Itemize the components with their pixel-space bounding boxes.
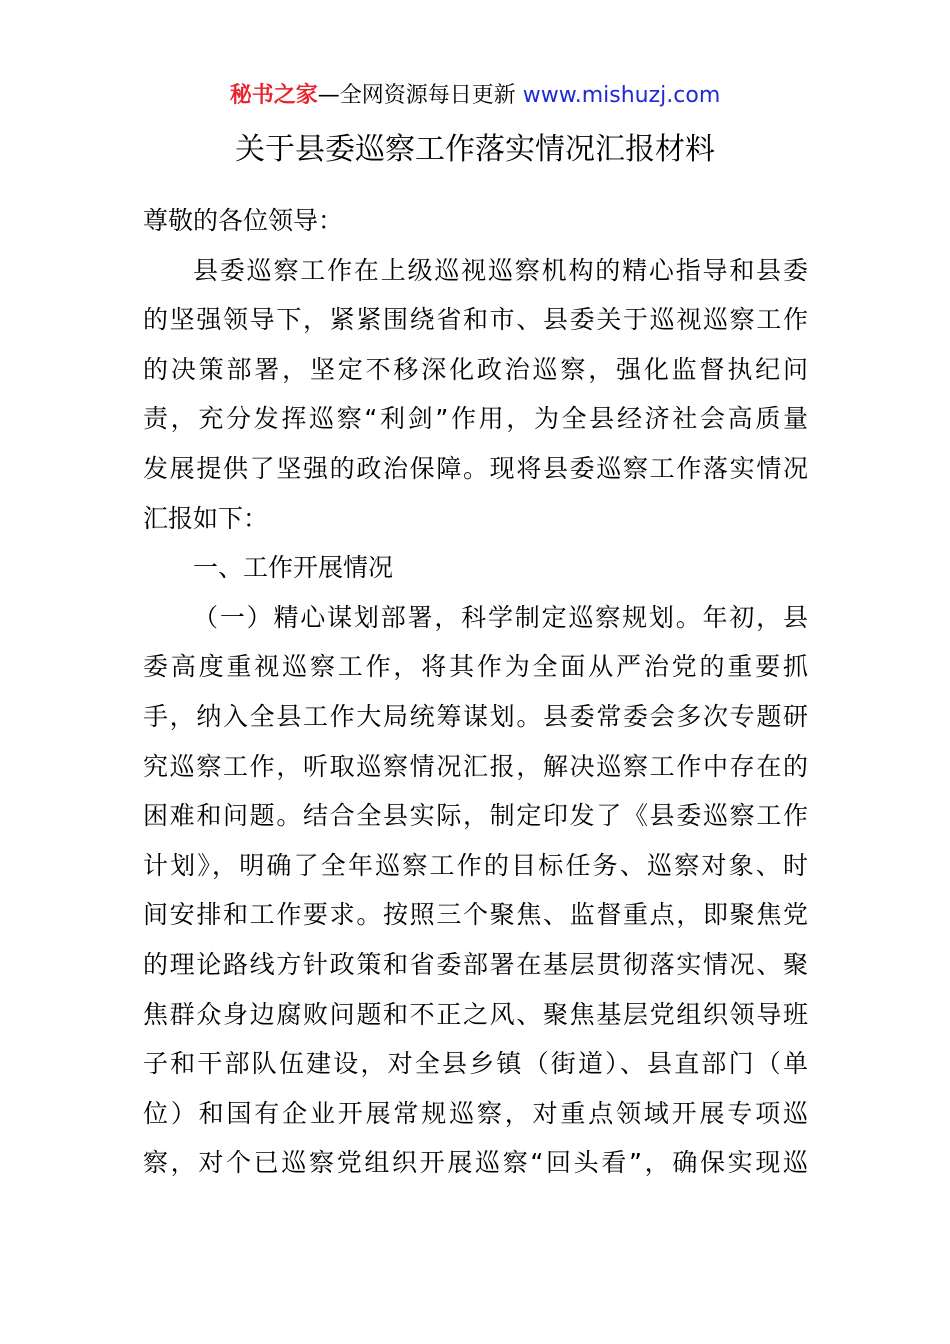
- paragraph-line: 县委巡察工作在上级巡视巡察机构的精心指导和县委: [193, 255, 808, 285]
- site-header: [0, 80, 950, 112]
- paragraph-line: 发展提供了坚强的政治保障。现将县委巡察工作落实情况: [143, 453, 808, 483]
- paragraph-line: （一）精心谋划部署，科学制定巡察规划。年初，县: [193, 602, 808, 632]
- paragraph-line: 责，充分发挥巡察“利剑”作用，为全县经济社会高质量: [143, 404, 808, 434]
- paragraph-line: 计划》，明确了全年巡察工作的目标任务、巡察对象、时: [143, 850, 808, 880]
- paragraph-line: 的决策部署，坚定不移深化政治巡察，强化监督执纪问: [143, 354, 808, 384]
- paragraph-line: 汇报如下：: [143, 503, 269, 533]
- document-body: [143, 196, 808, 1188]
- brand-name: 秘书之家: [229, 83, 318, 108]
- paragraph-line: 察，对个已巡察党组织开展巡察“回头看”，确保实现巡: [143, 1148, 808, 1178]
- paragraph-line: 委高度重视巡察工作，将其作为全面从严治党的重要抓: [143, 652, 808, 682]
- document-title: 关于县委巡察工作落实情况汇报材料: [235, 132, 715, 167]
- paragraph-line: 位）和国有企业开展常规巡察，对重点领域开展专项巡: [143, 1098, 808, 1128]
- paragraph-line: 手，纳入全县工作大局统筹谋划。县委常委会多次专题研: [143, 701, 808, 731]
- site-url-link[interactable]: www.mishuzj.com: [522, 83, 721, 108]
- salutation-line: 尊敬的各位领导：: [143, 206, 344, 235]
- paragraph-line: 的坚强领导下，紧紧围绕省和市、县委关于巡视巡察工作: [143, 305, 808, 335]
- paragraph-line: 子和干部队伍建设，对全县乡镇（街道）、县直部门（单: [143, 1049, 808, 1079]
- paragraph-line: 焦群众身边腐败问题和不正之风、聚焦基层党组织领导班: [143, 999, 808, 1029]
- paragraph-line: 究巡察工作，听取巡察情况汇报，解决巡察工作中存在的: [143, 751, 808, 781]
- section-heading: 一、工作开展情况: [193, 553, 394, 583]
- header-tagline: —全网资源每日更新: [317, 83, 516, 108]
- paragraph-line: 的理论路线方针政策和省委部署在基层贯彻落实情况、聚: [143, 949, 808, 979]
- paragraph-line: 困难和问题。结合全县实际，制定印发了《县委巡察工作: [143, 801, 808, 831]
- paragraph-line: 间安排和工作要求。按照三个聚焦、监督重点，即聚焦党: [143, 900, 808, 930]
